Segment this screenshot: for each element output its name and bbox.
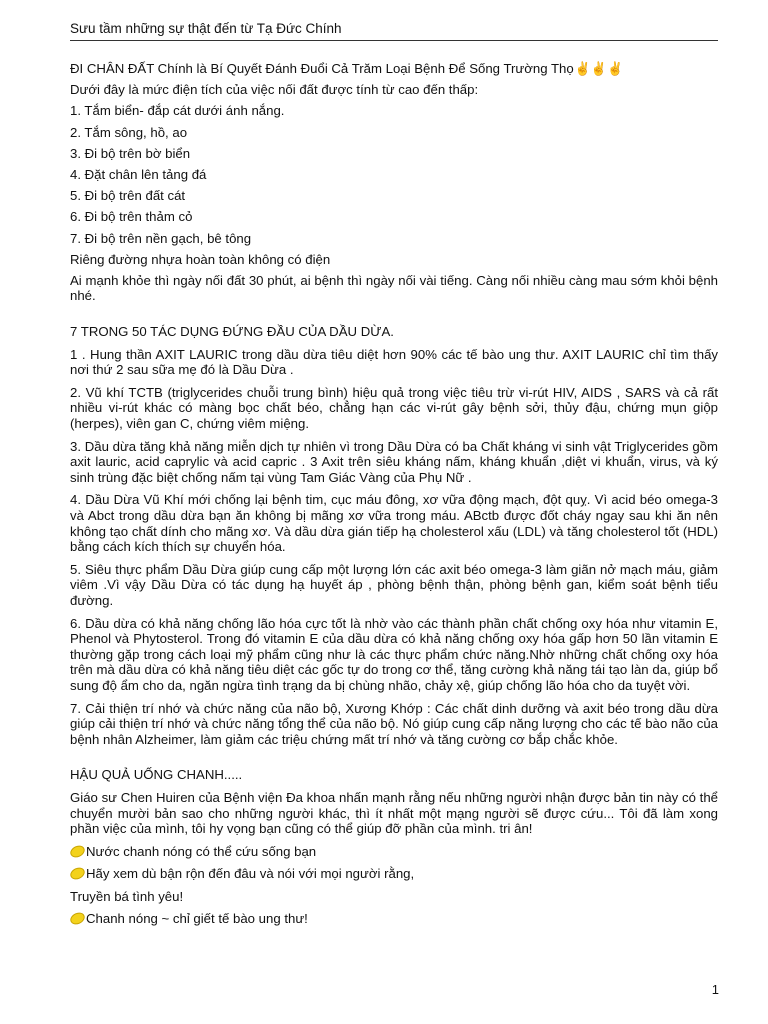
section3-line4: Chanh nóng ~ chỉ giết tế bào ung thư! (70, 911, 718, 927)
section3-line2: Hãy xem dù bận rộn đến đâu và nói với mọi người rằng, (70, 866, 718, 882)
list-item: 4. Đặt chân lên tảng đá (70, 166, 207, 182)
list-item: 7. Đi bộ trên nền gạch, bê tông (70, 230, 252, 246)
list-item: 5. Siêu thực phẩm Dầu Dừa giúp cung cấp một lượng lớn các axit béo omega-3 làm giãn nở mạch máu, giảm viêm .Vì vậy Dầu Dừa có tác dụng hạ huyết áp , phòng bệnh thận, phòng bệnh gan, kiểm soát bệnh tiểu đường. (70, 561, 718, 608)
section1-title: ĐI CHÂN ĐẤT Chính là Bí Quyết Đánh Đuổi Cả Trăm Loại Bệnh Để Sống Trường Thọ✌✌✌ (70, 61, 624, 76)
list-item: 3. Đi bộ trên bờ biển (70, 145, 191, 161)
list-item: 2. Vũ khí TCTB (triglycerides chuỗi trung bình) hiệu quả trong việc tiêu trừ vi-rút HIV, AIDS , SARS và cả rất nhiều vi-rút khác có màng bọc chất béo, chẳng hạn các vi-rút gây bệnh sởi, thủy đậu, chứng mụn giộp (herpes), viên gan C, chứng viêm miệng. (70, 384, 718, 432)
page-header (70, 21, 718, 41)
lemon-icon (68, 866, 86, 882)
lemon-icon (68, 911, 86, 927)
list-item: 1. Tắm biển- đắp cát dưới ánh nắng. (70, 103, 285, 119)
lemon-icon (68, 843, 86, 859)
list-item: 2. Tắm sông, hồ, ao (70, 124, 188, 140)
list-item: 6. Dầu dừa có khả năng chống lão hóa cực tốt là nhờ vào các thành phần chất chống oxy hóa như vitamin E, Phenol và Phytosterol. Trong đó vitamin E của dầu dừa có khả năng chống oxy hóa gấp hơn 50 lần vitamin E thường gặp trong cách loại mỹ phẩm cũng như là các thực phẩm chức năng.Nhờ những chất chống oxy hóa trên mà dầu dừa có khả năng tiêu diệt các gốc tự do trong cơ thể, tăng cường khả năng tái tạo làn da, giúp bổ sung độ ẩm cho da, ngăn ngừa tình trạng da bị chùng nhão, chảy xệ, giúp chống lão hóa cho da tuyệt vời. (70, 615, 718, 693)
list-item: 1 . Hung thần AXIT LAURIC trong dầu dừa tiêu diệt hơn 90% các tế bào ung thư. AXIT LAURIC chỉ tìm thấy nơi thứ 2 sau sữa mẹ đó là Dầu Dừa . (70, 346, 718, 378)
page-number: 1 (711, 982, 719, 997)
section1-intro: Dưới đây là mức điện tích của việc nối đất được tính từ cao đến thấp: (70, 82, 479, 98)
list-item: 3. Dầu dừa tăng khả năng miễn dịch tự nhiên vì trong Dầu Dừa có ba Chất kháng vi sinh vật Triglycerides gồm axit lauric, acid caprylic và acid capric . 3 Axit trên siêu kháng nấm, kháng khuẩn ,diệt vi khuẩn, virus, và ký sinh trùng đặc biệt chống nấm tại vùng Tam Giác Vàng của Phụ Nữ . (70, 438, 718, 485)
section1-advice: Ai mạnh khỏe thì ngày nối đất 30 phút, ai bệnh thì ngày nối vài tiếng. Càng nối nhiều càng mau sớm khỏi bệnh nhé. (70, 272, 718, 304)
section2-title: 7 TRONG 50 TÁC DỤNG ĐỨNG ĐẦU CỦA DẦU DỪA. (70, 324, 394, 340)
list-item: 5. Đi bộ trên đất cát (70, 188, 186, 204)
document-body (70, 61, 718, 927)
section1-note: Riêng đường nhựa hoàn toàn không có điện (70, 251, 331, 267)
section3-line1: Nước chanh nóng có thể cứu sống bạn (70, 844, 718, 860)
section3-line3: Truyền bá tình yêu! (70, 888, 184, 904)
list-item: 4. Dầu Dừa Vũ Khí mới chống lại bệnh tim, cục máu đông, xơ vữa động mạch, đột quỵ. Vì acid béo omega-3 và Abct trong dầu dừa bạn ăn không bị mãng xơ vữa trong máu. ABctb được đốt cháy ngay sau khi ăn nên không tạo chất dính cho mãng xơ. Và dầu dừa gián tiếp hạ cholesterol xấu (LDL) và tăng cholesterol tốt (HDL) bằng cách kích thích sự chuyển hóa. (70, 492, 718, 555)
list-item: 6. Đi bộ trên thảm cỏ (70, 209, 193, 225)
list-item: 7. Cải thiện trí nhớ và chức năng của não bộ, Xương Khớp : Các chất dinh dưỡng và axit béo trong dầu dừa giúp cải thiện trí nhớ và chức năng tổng thể của não bộ. Nó giúp cung cấp năng lượng cho các tế bào não của bệnh nhân Alzheimer, làm giảm các triệu chứng mất trí nhớ và tăng cường cơ bắp chắc khỏe. (70, 700, 718, 747)
header-title: Sưu tầm những sự thật đến từ Tạ Đức Chính (70, 21, 342, 36)
victory-hand-icon: ✌✌✌ (574, 61, 624, 76)
section3-intro: Giáo sư Chen Huiren của Bệnh viện Đa khoa nhấn mạnh rằng nếu những người nhận được bản tin này có thể chuyển mười bản sao cho những người khác, thì ít nhất một mạng người sẽ được cứu... Tôi đã làm xong phần việc của mình, tôi hy vọng bạn cũng có thể giúp đỡ phần của mình. tri ân! (70, 789, 718, 837)
section3-title: HẬU QUẢ UỐNG CHANH..... (70, 767, 243, 783)
